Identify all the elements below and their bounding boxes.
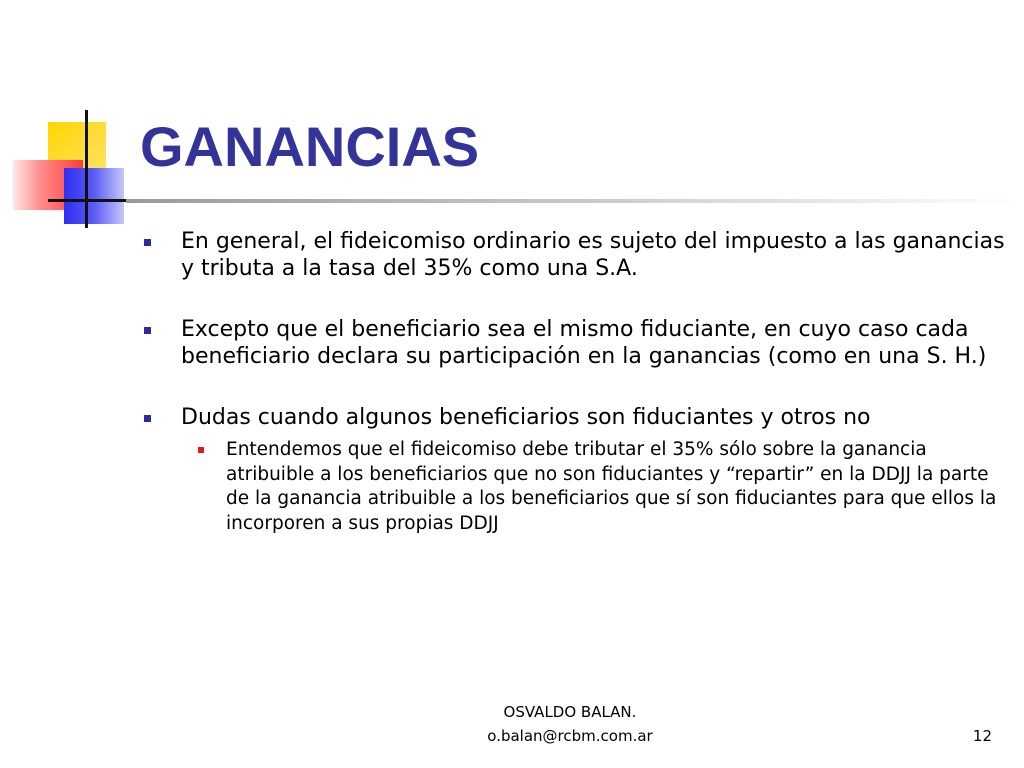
slide-content <box>140 228 1010 536</box>
footer-author: OSVALDO BALAN. <box>503 703 637 721</box>
blue-square-shape <box>64 168 124 224</box>
sub-bullet-text: Entendemos que el fideicomiso debe tributar el 35% sólo sobre la ganancia atribuible a los beneficiarios que no son fiduciantes y “repartir” en la DDJJ la parte de la ganancia atribuible a los beneficiarios que sí son fiduciantes para que ellos la incorporen a sus propias DDJJ <box>226 439 997 534</box>
footer-author-block <box>470 700 670 748</box>
slide-title: GANANCIAS <box>140 115 480 178</box>
square-sub-bullet-icon <box>198 447 204 453</box>
bullet-item <box>140 316 1010 370</box>
bullet-text: En general, el fideicomiso ordinario es sujeto del impuesto a las ganancias y tributa a la tasa del 35% como una S.A. <box>181 229 1005 281</box>
square-bullet-icon <box>144 415 151 422</box>
page-number: 12 <box>972 727 992 745</box>
square-bullet-icon <box>144 327 151 334</box>
bullet-text: Dudas cuando algunos beneficiarios son fiduciantes y otros no <box>181 405 871 430</box>
title-underline <box>126 199 1024 203</box>
footer-email: o.balan@rcbm.com.ar <box>487 727 653 745</box>
bullet-text: Excepto que el beneficiario sea el mismo fiduciante, en cuyo caso cada beneficiario declara su participación en la ganancias (como en una S. H.) <box>181 317 987 369</box>
vertical-line-shape <box>85 110 88 228</box>
bullet-item <box>140 228 1010 282</box>
bullet-item <box>140 404 1010 431</box>
horizontal-line-shape <box>48 199 128 202</box>
sub-bullet-item <box>186 438 1010 536</box>
square-bullet-icon <box>144 239 151 246</box>
